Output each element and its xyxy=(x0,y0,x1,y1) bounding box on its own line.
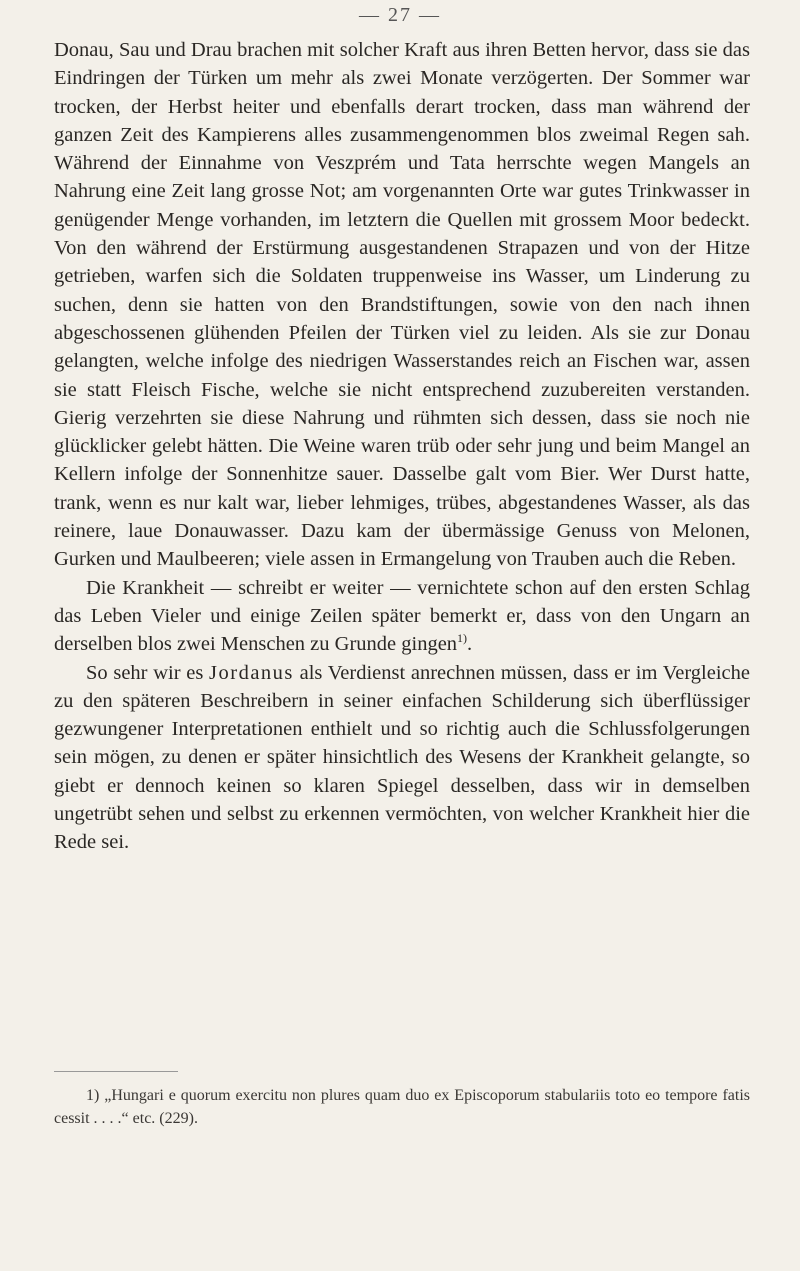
author-name: Jordanus xyxy=(209,661,294,684)
footnote-divider xyxy=(54,1071,178,1072)
body-text xyxy=(54,36,750,857)
page-number: — 27 — xyxy=(359,4,441,26)
footnotes xyxy=(54,1084,750,1130)
footnote-marker: 1) xyxy=(86,1087,100,1104)
paragraph-text: So sehr wir es xyxy=(86,661,210,684)
footnote-text: „Hungari e quorum exercitu non plures quam duo ex Episcoporum stabulariis toto eo tempore fatis cessit . . . .“ etc. (229). xyxy=(54,1087,751,1127)
paragraph-end: . xyxy=(467,633,473,656)
paragraph-text: Die Krankheit — schreibt er weiter — vernichtete schon auf den ersten Schlag das Leben Vieler und einige Zeilen später bemerkt er, dass von den Ungarn an derselben blos zwei Menschen zu Grunde gingen xyxy=(54,576,750,656)
paragraph: Donau, Sau und Drau brachen mit solcher Kraft aus ihren Betten hervor, dass sie das Eindringen der Türken um mehr als zwei Monate verzögerten. Der Sommer war trocken, der Herbst heiter und ebenfalls derart trocken, dass man während der ganzen Zeit des Kampierens alles zusammengenommen blos zweimal Regen sah. Während der Einnahme von Veszprém und Tata herrschte wegen Mangels an Nahrung eine Zeit lang grosse Not; am vorgenannten Orte war gutes Trinkwasser in genügender Menge vorhanden, im letztern die Quellen mit grossem Moor bedeckt. Von den während der Erstürmung ausgestandenen Strapazen und von der Hitze getrieben, warfen sich die Soldaten truppenweise ins Wasser, um Linderung zu suchen, denn sie hatten von den Brandstiftungen, sowie von den nach ihnen abgeschossenen glühenden Pfeilen der Türken viel zu leiden. Als sie zur Donau gelangten, welche infolge des niedrigen Wasserstandes reich an Fischen war, assen sie statt Fleisch Fische, welche sie nicht entsprechend zuzubereiten verstanden. Gierig verzehrten sie diese Nahrung und rühmten sich dessen, dass sie noch nie glücklicker gelebt hätten. Die Weine waren trüb oder sehr jung und beim Mangel an Kellern infolge der Sonnenhitze sauer. Dasselbe galt vom Bier. Wer Durst hatte, trank, wenn es nur kalt war, lieber lehmiges, trübes, abgestandenes Wasser, als das reinere, laue Donauwasser. Dazu kam der übermässige Genuss von Melonen, Gurken und Maulbeeren; viele assen in Ermangelung von Trauben auch die Reben. xyxy=(54,39,750,571)
paragraph-text: als Verdienst anrechnen müssen, dass er im Vergleiche zu den späteren Beschreibern in seiner einfachen Schilderung sich überflüssiger gezwungener Interpretationen enthielt und so richtig auch die Schlussfolgerungen sein mögen, zu denen er später hinsichtlich des Wesens der Krankheit gelangte, so giebt er dennoch keinen so klaren Spiegel desselben, dass wir in demselben ungetrübt sehen und selbst zu erkennen vermöchten, von welcher Krankheit hier die Rede sei. xyxy=(54,661,750,854)
paragraph xyxy=(54,574,750,659)
footnote-reference[interactable]: 1) xyxy=(457,631,468,646)
footnote xyxy=(54,1084,750,1130)
paragraph xyxy=(54,659,750,857)
